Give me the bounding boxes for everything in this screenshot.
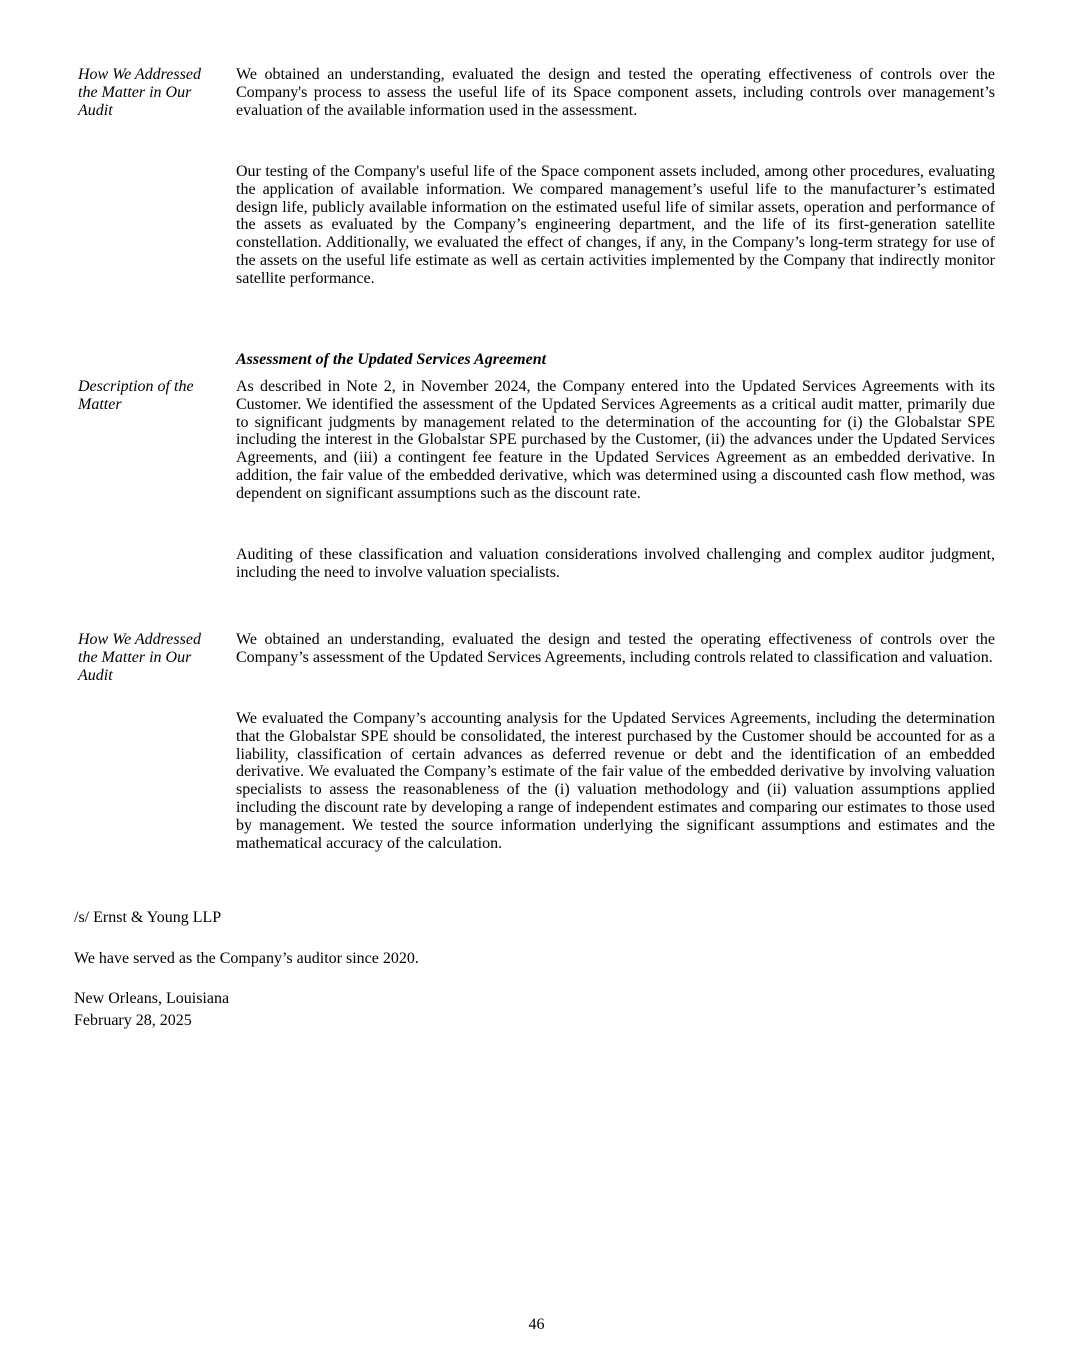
section-label-description: Description of the Matter [78,378,194,413]
paragraph-controls-useful-life: We obtained an understanding, evaluated the design and tested the operating effectiveness of controls over the Company's process to assess the useful life of its Space component assets, including controls over management’s evaluation of the available information used in the assessment. [236,66,995,119]
section-heading-updated-services: Assessment of the Updated Services Agreement [236,351,547,368]
report-location: New Orleans, Louisiana [74,990,230,1007]
paragraph-auditing-considerations: Auditing of these classification and valuation considerations involved challenging and complex auditor judgment, including the need to involve valuation specialists. [236,546,995,581]
paragraph-controls-assessment: We obtained an understanding, evaluated the design and tested the operating effectiveness of controls over the Company’s assessment of the Updated Services Agreements, including controls related to classification and valuation. [236,631,995,666]
paragraph-testing-useful-life: Our testing of the Company's useful life of the Space component assets included, among other procedures, evaluating the application of available information. We compared management’s useful life to the manufacturer’s estimated design life, publicly available information on the estimated useful life of similar assets, operation and performance of the assets as evaluated by the Company’s engineering department, and the life of its first-generation satellite constellation. Additionally, we evaluated the effect of changes, if any, in the Company’s long-term strategy for use of the assets on the useful life estimate as well as certain activities implemented by the Company that indirectly monitor satellite performance. [236,163,995,287]
auditor-signature: /s/ Ernst & Young LLP [74,909,222,926]
report-date: February 28, 2025 [74,1012,192,1029]
page-number: 46 [528,1316,545,1333]
section-label-how-addressed-1: How We Addressed the Matter in Our Audit [78,66,201,119]
section-label-how-addressed-2: How We Addressed the Matter in Our Audit [78,631,201,684]
paragraph-description-matter: As described in Note 2, in November 2024, the Company entered into the Updated Services Agreements with its Customer. We identified the assessment of the Updated Services Agreements as a critical audit matter, primarily due to significant judgments by management related to the determination of the accounting for (i) the Globalstar SPE including the interest in the Globalstar SPE purchased by the Customer, (ii) the advances under the Updated Services Agreements, and (iii) a contingent fee feature in the Updated Services Agreement as an embedded derivative. In addition, the fair value of the embedded derivative, which was determined using a discounted cash flow method, was dependent on significant assumptions such as the discount rate. [236,378,995,502]
paragraph-accounting-analysis: We evaluated the Company’s accounting analysis for the Updated Services Agreements, including the determination that the Globalstar SPE should be consolidated, the interest purchased by the Customer should be accounted for as a liability, classification of certain advances as deferred revenue or debt and the identification of an embedded derivative. We evaluated the Company’s estimate of the fair value of the embedded derivative by involving valuation specialists to assess the reasonableness of the (i) valuation methodology and (ii) valuation assumptions applied including the discount rate by developing a range of independent estimates and comparing our estimates to those used by management. We tested the source information underlying the significant assumptions and estimates and the mathematical accuracy of the calculation. [236,710,995,852]
auditor-tenure: We have served as the Company’s auditor since 2020. [74,950,419,967]
